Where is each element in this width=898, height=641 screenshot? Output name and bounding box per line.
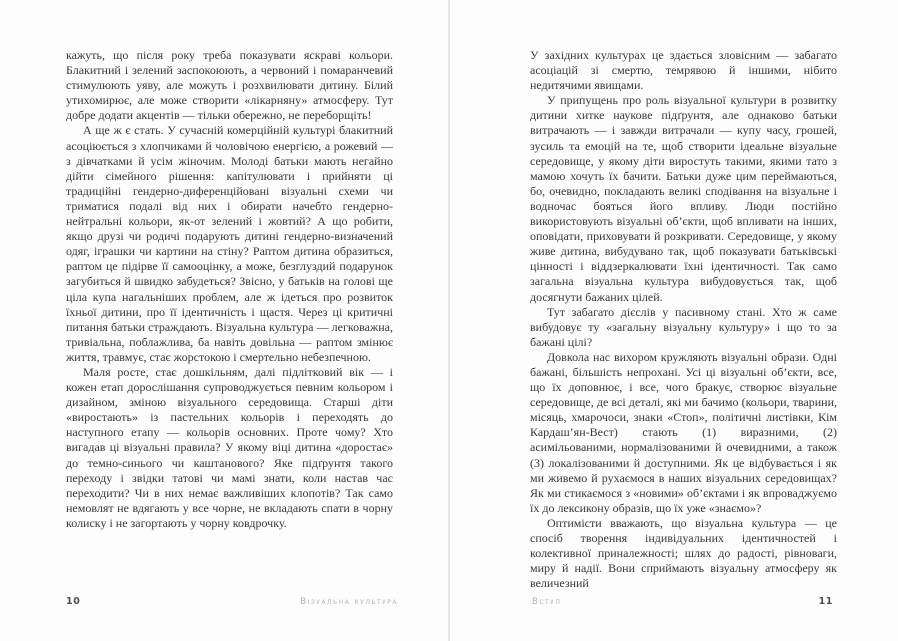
- page-right: [450, 0, 898, 641]
- left-running-head: Візуальна культура: [300, 597, 398, 607]
- right-page-number: 11: [818, 596, 833, 607]
- body-text-paragraph: Довкола нас вихором кружляють візуальні образи. Одні бажані, більшість непрохані. Усі ці візуальні об’єкти, все, що їх доповнює, і все, чого бракує, створює візуальне середовище, де всі деталі, які ми бачимо (кольори, тварини, місяць, хмарочоси, знаки «Стоп», політичні листівки, Кім Кардаш’ян-Вест) стають (1) виразними, (2) асимільованими, нормалізованими й очевидними, а також (3) локалізованими й доступними. Як це відбувається і як ми живемо й рухаємося в наших візуальних середовищах? Як ми стикаємося з «новими» об’єктами і як впроваджуємо їх до лексикону образів, що їх уже «знаємо»?: [530, 349, 837, 515]
- page-left: [0, 0, 448, 641]
- body-text-paragraph: У припущень про роль візуальної культури в розвитку дитини хитке наукове підґрунтя, але однаково батьки витрачають — і завжди витрачали — купу часу, грошей, зусиль та емоцій на те, щоб створити ідеальне візуальне середовище, у якому діти виростуть такими, якими тато з мамою хочуть їх бачити. Батьки дуже цим переймаються, бо, очевидно, покладають великі сподівання на візуальне і водночас бояться його впливу. Люди постійно використовують візуальні об’єкти, щоб впливати на інших, оповідати, приховувати й розкривати. Середовище, у якому живе дитина, вибудувано так, щоб показувати батьківські цінності і віддзеркалювати їхні ідентичності. Так само загальна візуальна культура вибудовується так, щоб досягнути бажаних цілей.: [530, 93, 837, 304]
- left-page-body-text: [66, 48, 393, 531]
- right-page-body-text: [530, 48, 837, 591]
- right-page-footer: [532, 596, 833, 607]
- body-text-paragraph: Тут забагато дієслів у пасивному стані. Хто ж саме вибудовує ту «загальну візуальну культуру» і що то за бажані цілі?: [530, 304, 837, 349]
- left-page-footer: [66, 596, 398, 607]
- body-text-paragraph: У західних культурах це здається зловісним — забагато асоціацій зі смертю, темрявою й іншими, нібито недитячими явищами.: [530, 48, 837, 93]
- body-text-paragraph: А ще ж є стать. У сучасній комерційній культурі блакитний асоціюється з хлопчиками й чоловічою енергією, а рожевий — з дівчатками й усім жіночим. Молоді батьки мають негайно дійти сімейного рішення: капітулювати і прийняти ці традиційні гендерно-диференційовані візуальні схеми чи триматися подалі від них і обирати начебто гендерно-нейтральні кольори, як-от зелений і жовтий? А що робити, якщо друзі чи родичі подарують дитині гендерно-визначений одяг, іграшки чи картини на стіну? Раптом дитина образиться, раптом це підірве її самооцінку, а може, безглуздий подарунок загубиться й швидко забудеться? Звісно, у батьків на голові ще ціла купа нагальніших проблем, але ж ідеться про розвиток їхньої дитини, про її ідентичність і щастя. Через ці критичні питання батьки страждають. Візуальна культура — легковажна, тривіальна, поблажлива, ба навіть довільна — раптом змінює життя, травмує, стає жорстокою і смертельно небезпечною.: [66, 123, 393, 364]
- left-page-number: 10: [66, 596, 81, 607]
- body-text-paragraph: Оптимісти вважають, що візуальна культура — це спосіб творення індивідуальних ідентичностей і колективної приналежності; шлях до радості, рівноваги, миру й надії. Вони сприймають візуальну атмосферу як величезний: [530, 515, 837, 591]
- right-running-head: Вступ: [532, 597, 562, 607]
- body-text-paragraph: кажуть, що після року треба показувати яскраві кольори. Блакитний і зелений заспокоюють, а червоний і помаранчевий стимулюють уяву, але можуть і розхвилювати дитину. Білий утихомирює, але може створити «лікарняну» атмосферу. Тут добре додати акцентів — тільки обережно, не переборщіть!: [66, 48, 393, 123]
- body-text-paragraph: Маля росте, стає дошкільням, далі підлітковий вік — і кожен етап дорослішання супроводжується певним кольором і дизайном, зміною візуального середовища. Старші діти «виростають» із пастельних кольорів і переходять до наступного етапу — кольорів основних. Проте чому? Хто вигадав ці візуальні правила? У якому віці дитина «доростає» до темно-синього чи каштанового? Яке підґрунтя такого переходу і звідки татові чи мамі знати, коли настав час переходити? Чи в них немає важливіших клопотів? Так само немовлят не вдягають у все чорне, не вкладають спати в чорну колиску і не загортають у чорну ковдрочку.: [66, 364, 393, 530]
